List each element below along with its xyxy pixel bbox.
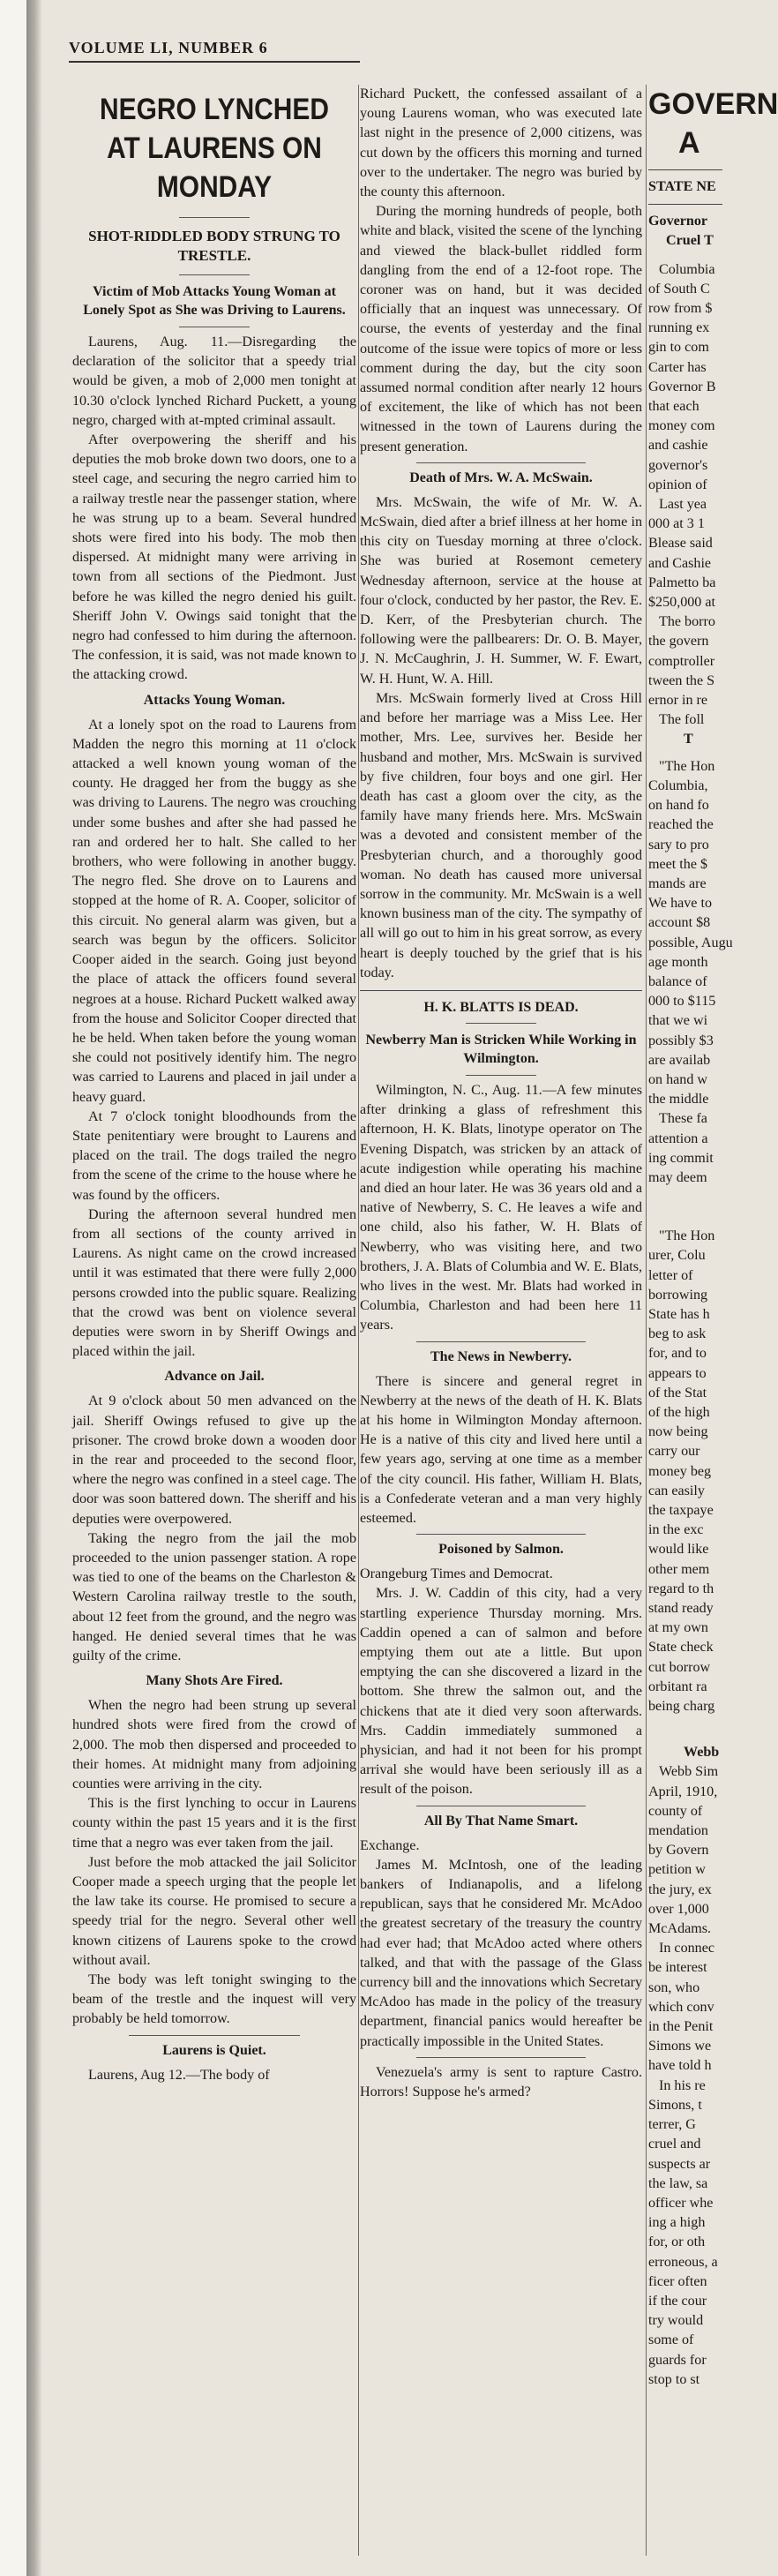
text-line: The borro [659,614,715,630]
source-line: Exchange. [360,1837,420,1853]
text-line: We have to [648,896,712,912]
text-line: Columbia, [648,777,708,793]
text-line: State check [648,1640,714,1656]
text-line: possibly $3 [648,1033,714,1048]
divider [466,1023,536,1024]
text-line: the middle [648,1092,709,1108]
text-line: Webb Sim [659,1764,719,1780]
text-line: "The Hon [659,758,715,774]
text-line: In his re [659,2077,706,2093]
paragraph: Richard Puckett, the confessed assailant of a young Laurens woman, who was executed late last night in the presence of 2,000 citizens, was cut down by the officers this morning and turned over to the undertaker. The negro was buried by the county this afternoon. [360,86,642,200]
text-line: if the cour [648,2293,707,2309]
divider [416,1341,586,1342]
section-heading: H. K. BLATTS IS DEAD. [423,999,579,1015]
text-line: ing commit [648,1150,714,1166]
text-line: account $8 [648,915,711,931]
text-line: reached the [648,817,714,833]
text-line: Carter has [648,359,707,375]
text-line: orbitant ra [648,1679,707,1694]
text-line: and Cashie [648,555,712,571]
source-line: Orangeburg Times and Democrat. [360,1566,553,1582]
text-line: stand ready [648,1601,714,1617]
text-line: mands are [648,875,707,891]
text-line: sary to pro [648,837,709,852]
column-rule [646,85,647,2556]
text-line: of the Stat [648,1385,707,1401]
text-line: In connec [659,1941,714,1956]
subheading: T [684,732,693,747]
divider [360,990,642,991]
text-line: gin to com [648,340,709,356]
text-line: Simons, t [648,2097,702,2113]
paragraph: At 7 o'clock tonight bloodhounds from the State penitentiary were brought to Laurens and placed on the trail. The dogs trailed the negro from the scene of the crime to the house where he was found by the officers. [72,1108,356,1203]
paragraph: Taking the negro from the jail the mob proceeded to the union passenger station. A rope was tied to one of the beams on the Charleston & Western Carolina railway trestle to the south, about 12 feet from the ground, and the negro was hanged. He denied several times that he was guilty of the crime. [72,1530,356,1664]
text-line: some of [648,2332,694,2348]
text-line: in the exc [648,1522,704,1538]
paragraph: When the negro had been strung up several hundred shots were fired from the crowd of 2,000. The mob then dispersed and proceeded to their homes. At midnight many from adjoining counties were arriving in the city. [72,1698,356,1792]
divider [648,169,722,170]
text-line: running ex [648,320,710,336]
text-line: Governor B [648,379,716,394]
text-line: appears to [648,1365,707,1381]
divider [179,274,250,275]
text-line: age month [648,954,708,970]
paragraph: After overpowering the sheriff and his deputies the mob broke down two doors, one to a steel cage, and securing the negro carried him to a railway trestle near the passenger station, where he was strung up to a beam. Several hundred shots were fired into his body. The mob then dispersed. At midnight many were arriving in town from all sections of the Piedmont. Just before he was killed the negro denied his guilt. Sheriff John V. Owings said tonight that the negro had confessed to him during the afternoon. The confession, it is said, was not made known to the attacking crowd. [72,432,356,683]
text-block-f [648,1109,722,1188]
text-line: $250,000 at [648,595,715,611]
text-line: guards for [648,2352,707,2368]
paragraph: Mrs. J. W. Caddin of this city, had a very startling experience Thursday morning. Mrs. Caddin opened a can of salmon and before emptying them out ate a little. But upon emptying the can she discovered a lizard in the bottom. She threw the salmon out, and the chickens that ate it died very soon afterwards. Mrs. Caddin immediately summoned a physician, and had it not been for his prompt arrival she would have been seriously ill as a result of the poison. [360,1586,642,1798]
text-line: the jury, ex [648,1881,712,1897]
text-line: beg to ask [648,1326,707,1342]
divider [416,2057,586,2058]
column-1 [72,85,356,2085]
text-block-j [648,2077,722,2390]
paragraph: At a lonely spot on the road to Laurens from Madden the negro this morning at 11 o'clock attacked a well known young woman of the county. He dragged her from the buggy as she was driving to Laurens. The negro was crouching under some bushes and after she had passed he ran and ordered her to halt. She called to her brothers, who were following in another buggy. The negro fled. She drove on to Laurens and stopped at the home of R. A. Cooper, solicitor of this circuit. No general alarm was given, but a search was begun by the officers. Solicitor Cooper aided in the search. Going just beyond the place of attack the officers found several negroes at a house. Richard Puckett walked away from the house and Solicitor Cooper directed that he be held. When taken before the young woman she could not positively identify him. The negro was carried to Laurens and placed in jail under a heavy guard. [72,717,356,1105]
text-line: row from $ [648,301,713,317]
text-line: being charg [648,1699,715,1715]
section-heading: Laurens is Quiet. [162,2042,266,2058]
text-line: which conv [648,1999,714,2015]
divider [416,1534,586,1535]
text-line: Simons we [648,2039,712,2054]
text-line: These fa [659,1111,707,1127]
text-block-g [648,1227,722,1716]
text-line: McAdams. [648,1921,712,1937]
text-line: try would [648,2313,704,2329]
paragraph: During the afternoon several hundred men from all sections of the county arrived in Laurens. As night came on the crowd increased until it was estimated that there were fully 2,000 persons crowded into the public square. Realizing that the crowd was bent on violence several deputies were sworn in by Sheriff Owings and placed within the jail. [72,1206,356,1360]
text-line: for, or oth [648,2234,706,2250]
section-heading: Death of Mrs. W. A. McSwain. [409,469,593,485]
section-heading: The News in Newberry. [430,1348,572,1364]
text-line: "The Hon [659,1228,715,1244]
text-line: on hand w [648,1071,708,1087]
text-line: are availab [648,1052,711,1068]
text-line: The foll [659,712,705,728]
column-rule [358,85,359,2556]
text-line: mendation [648,1823,708,1839]
paragraph: At 9 o'clock about 50 men advanced on the jail. Sheriff Owings refused to give up the prisoner. The crowd broke down a wooden door in the rear and proceeded to the second floor, where the negro was confined in a steel cage. The door was soon battered down. The sheriff and his deputies were overpowered. [72,1393,356,1527]
paragraph: Just before the mob attacked the jail Solicitor Cooper made a speech urging that the people let the law take its course. He promised to secure a speedy trial for the negro. Several other well known citizens of Laurens spoke to the crowd without avail. [72,1854,356,1968]
text-line: cut borrow [648,1659,711,1675]
text-line: other mem [648,1561,710,1577]
text-line: erroneous, a [648,2254,718,2270]
text-line: county of [648,1803,703,1819]
headline-govern: GOVERN [648,87,778,121]
column-2 [360,85,642,2102]
text-line: that we wi [648,1013,708,1029]
text-block-b [648,495,722,612]
text-line: and cashie [648,438,708,454]
text-line: can easily [648,1483,705,1498]
torn-edge-shadow [26,0,42,2576]
text-block-e [648,757,733,1110]
text-line: may deem [648,1169,707,1185]
text-block-c [648,612,722,710]
text-line: comptroller [648,653,715,669]
masthead: VOLUME LI, NUMBER 6 [69,39,360,63]
headline-lynching: NEGRO LYNCHED AT LAURENS ON MONDAY [100,93,329,204]
subdeck: Victim of Mob Attacks Young Woman at Lonely Spot as She was Driving to Laurens. [83,284,346,318]
divider [179,217,250,218]
text-line: opinion of [648,477,707,492]
text-line: money beg [648,1463,712,1479]
text-line: money com [648,418,715,434]
text-line: April, 1910, [648,1784,718,1799]
text-line: officer whe [648,2195,714,2211]
text-line: terrer, G [648,2117,696,2133]
text-line: suspects ar [648,2156,711,2172]
text-line: Last yea [659,497,707,513]
column-3-cropped [648,85,778,2390]
text-line: have told h [648,2058,712,2074]
text-line: Blease said [648,536,713,552]
text-block-i [648,1939,722,2076]
text-line: ficer often [648,2273,707,2289]
text-line: petition w [648,1862,706,1878]
text-line: the law, sa [648,2175,708,2191]
text-line: 000 to $115 [648,994,716,1010]
text-line: the govern [648,634,709,650]
text-block-a [648,260,722,495]
text-line: in the Penit [648,2019,714,2035]
text-line: letter of [648,1267,693,1283]
text-line: Palmetto ba [648,575,716,590]
text-line: urer, Colu [648,1248,706,1264]
paragraph: During the morning hundreds of people, both white and black, visited the scene of the lynching and viewed the black-bullet riddled form dangling from the end of a 12-foot rope. The coroner was on hand, but it was decided officially that an inquest was unnecessary. Of course, the events of yesterday and the final outcome of the issue were topics of more or less comment during the day, but the city soon assumed normal condition after nearly 12 hours of excitement, the like of which has not been witnessed in the town of Laurens during the present generation. [360,204,642,454]
paragraph: Laurens, Aug 12.—The body of [88,2067,270,2083]
text-line: meet the $ [648,856,708,872]
text-line: by Govern [648,1843,709,1859]
text-line: ernor in re [648,693,708,709]
section-heading: Attacks Young Woman. [143,692,286,708]
subdeck-line: Cruel T [666,233,714,249]
text-line: tween the S [648,672,715,688]
paragraph: Laurens, Aug. 11.—Disregarding the declaration of the solicitor that a speedy trial would be given, a mob of 2,000 men tonight at 10.30 o'clock lynched Richard Puckett, a young negro, charged with at-mpted criminal assault. [72,334,356,428]
paragraph: This is the first lynching to occur in Laurens county within the past 15 years and it is the first time that a negro was ever taken from the jail. [72,1796,356,1851]
text-line: attention a [648,1130,708,1146]
subdeck-line: Governor [648,214,708,229]
text-line: borrowing [648,1287,708,1303]
subheading: Newberry Man is Stricken While Working in Wilmington. [365,1032,637,1066]
text-line: of South C [648,281,710,297]
paragraph: Venezuela's army is sent to rapture Castro. Horrors! Suppose he's armed? [360,2064,642,2100]
paragraph: James M. McIntosh, one of the leading bankers of Indianapolis, and a lifelong republican, says that he considered Mr. McAdoo the greatest secretary of the treasury the country had ever had; that McAdoo acted where others talked, and that with the passage of the Glass currency bill and the innovations which Secretary McAdoo has made in the policy of the treasury department, financial panics would hereafter be practically impossible in the United States. [360,1857,642,2049]
text-line: at my own [648,1620,708,1636]
section-heading: Advance on Jail. [164,1369,265,1385]
text-line: be interest [648,1960,707,1976]
text-line: on hand fo [648,798,709,814]
text-line: State has h [648,1306,710,1322]
text-line: for, and to [648,1346,707,1362]
text-line: stop to st [648,2371,700,2387]
paragraph: Mrs. McSwain, the wife of Mr. W. A. McSwain, died after a brief illness at her home in this city on Tuesday morning at three o'clock. She was buried at Rosemont cemetery Wednesday afternoon, service at the house at four o'clock, conducted by her pastor, the Rev. E. D. Kerr, of the Presbyterian church. The following were the pallbearers: Dr. O. B. Mayer, J. N. McCaughrin, J. H. Summer, W. F. Ewart, W. H. Hunt, W. A. Hill. [360,494,642,687]
text-line: of the high [648,1404,710,1420]
headline-govern-line2: A [678,126,700,160]
paragraph: Mrs. McSwain formerly lived at Cross Hill and before her marriage was a Miss Lee. Her mother, Mrs. Lee, survives her. Beside her husband and mother, Mrs. McSwain is survived by five children, four boys and one girl. Her death has cast a gloom over the city, as the family have many friends here. Mrs. McSwain was a devoted and consistent member of the Presbyterian church, and a thoroughly good woman. No death has caused more universal sorrow in the community. Mr. McSwain is a well known business man of the city. The sympathy of all will go out to him in his great sorrow, as every heart is deeply touched by the grief that is his today. [360,690,642,980]
text-block-d [648,710,722,730]
text-line: the taxpaye [648,1503,714,1518]
text-line: son, who [648,1979,700,1995]
text-line: cruel and [648,2137,701,2152]
text-line: over 1,000 [648,1901,709,1917]
text-line: carry our [648,1444,700,1460]
divider [416,462,586,463]
divider [648,204,722,205]
text-line: Columbia [659,261,715,277]
text-line: governor's [648,457,708,473]
text-line: ing a high [648,2215,706,2231]
text-line: 000 at 3 1 [648,516,705,532]
divider [466,1075,536,1076]
deck: SHOT-RIDDLED BODY STRUNG TO TRESTLE. [88,228,340,264]
text-line: would like [648,1542,709,1558]
deck: STATE NE [648,179,716,194]
text-block-h [648,1762,722,1939]
paragraph: There is sincere and general regret in Newberry at the news of the death of H. K. Blats at his home in Wilmington Monday afternoon. He is a native of this city and lived here until a few years ago, serving at one time as a member of the city council. His father, William H. Blats, is a Confederate veteran and a man very highly esteemed. [360,1373,642,1526]
text-line: regard to th [648,1581,714,1596]
divider [129,2035,299,2036]
paragraph: Wilmington, N. C., Aug. 11.—A few minutes after drinking a glass of refreshment this afternoon, H. K. Blats, linotype operator on The Evening Dispatch, was stricken by an attack of acute indigestion while operating his machine and died an hour later. He was 36 years old and a native of Newberry, S. C. He leaves a wife and one child, also his father, W. H. Blats of Newberry, who was visiting here, and two brothers, J. A. Blats of Columbia and W. E. Blats, who lives in the west. Mr. Blats had worked in Columbia, Charleston and had been here 11 years. [360,1082,642,1333]
subheading: Webb [684,1745,720,1761]
text-line: balance of [648,973,707,989]
section-heading: Poisoned by Salmon. [438,1542,564,1558]
text-line: that each [648,399,699,415]
section-heading: All By That Name Smart. [423,1813,579,1829]
text-line: now being [648,1424,708,1440]
section-heading: Many Shots Are Fired. [146,1673,283,1689]
paragraph: The body was left tonight swinging to the beam of the trestle and the inquest will very probably be held tomorrow. [72,1972,356,2027]
text-line: possible, Augu [648,935,733,950]
